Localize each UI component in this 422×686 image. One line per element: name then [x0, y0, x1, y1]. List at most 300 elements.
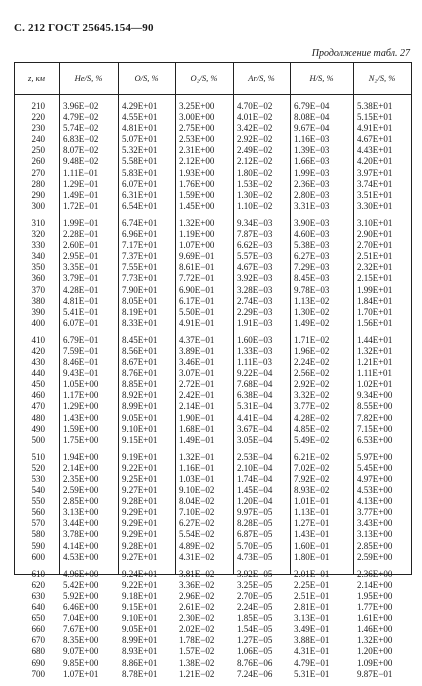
argon-cell: 5.57E−03 — [237, 251, 273, 262]
atomic-oxygen-cell: 7.90E+01 — [122, 284, 158, 295]
altitude-cell: 550 — [31, 496, 45, 507]
helium-cell: 7.67E+00 — [63, 624, 99, 635]
hydrogen-cell: 1.13E−02 — [294, 295, 330, 306]
nitrogen-cell: 2.59E+00 — [357, 551, 393, 562]
molecular-oxygen-cell: 2.61E−02 — [179, 602, 215, 613]
argon-cell: 2.74E−03 — [237, 295, 273, 306]
table-row — [14, 379, 412, 390]
molecular-oxygen-cell: 2.02E−02 — [179, 624, 215, 635]
molecular-oxygen-cell: 9.69E−01 — [179, 251, 215, 262]
molecular-oxygen-cell: 5.54E−02 — [179, 529, 215, 540]
hydrogen-cell: 1.39E−03 — [294, 145, 330, 156]
helium-cell: 2.60E−01 — [63, 240, 99, 251]
hydrogen-cell: 4.79E−01 — [294, 657, 330, 668]
molecular-oxygen-cell: 2.30E−02 — [179, 613, 215, 624]
molecular-oxygen-cell: 1.45E+00 — [179, 200, 215, 211]
nitrogen-cell: 1.84E+01 — [357, 295, 393, 306]
hydrogen-cell: 5.49E−02 — [294, 434, 330, 445]
hydrogen-cell: 3.88E−01 — [294, 635, 330, 646]
helium-cell: 1.75E+00 — [63, 434, 99, 445]
helium-cell: 3.78E+00 — [63, 529, 99, 540]
table-row — [14, 435, 412, 446]
argon-cell: 1.74E−04 — [237, 474, 273, 484]
altitude-cell: 380 — [31, 295, 45, 306]
table-row — [14, 218, 412, 229]
argon-cell: 2.49E−02 — [237, 145, 273, 156]
molecular-oxygen-cell: 1.19E+00 — [179, 229, 215, 240]
argon-cell: 6.62E−03 — [237, 240, 273, 251]
helium-cell: 1.11E−01 — [63, 167, 98, 178]
table-row — [14, 168, 412, 179]
helium-cell: 3.44E+00 — [63, 518, 99, 529]
atomic-oxygen-cell: 8.99E+01 — [122, 635, 158, 646]
table-row — [14, 463, 412, 474]
argon-cell: 7.87E−03 — [237, 229, 273, 240]
altitude-cell: 640 — [31, 602, 45, 613]
helium-cell: 6.79E−01 — [63, 334, 99, 345]
molecular-oxygen-cell: 1.78E−02 — [179, 635, 215, 646]
argon-cell: 7.24E−06 — [237, 668, 273, 679]
altitude-cell: 370 — [31, 284, 45, 295]
nitrogen-cell: 2.90E+01 — [357, 229, 393, 240]
table-row — [14, 613, 412, 624]
molecular-oxygen-cell: 1.03E−01 — [179, 474, 215, 484]
hydrogen-cell: 9.67E−04 — [294, 123, 330, 134]
nitrogen-cell: 2.32E+01 — [357, 262, 393, 273]
atomic-oxygen-cell: 6.07E+01 — [122, 178, 158, 189]
atomic-oxygen-cell: 9.27E+01 — [122, 551, 158, 562]
hydrogen-cell: 2.36E−03 — [294, 178, 330, 189]
atomic-oxygen-cell: 8.93E+01 — [122, 646, 158, 657]
hydrogen-cell: 8.08E−04 — [294, 112, 330, 123]
helium-cell: 1.94E+00 — [63, 451, 99, 462]
altitude-cell: 700 — [31, 668, 45, 679]
table-row — [14, 296, 412, 307]
argon-cell: 4.01E−02 — [237, 112, 273, 123]
helium-cell: 5.74E−02 — [63, 123, 99, 134]
molecular-oxygen-cell: 1.59E+00 — [179, 189, 215, 200]
table-row — [14, 424, 412, 435]
nitrogen-cell: 8.55E+00 — [357, 401, 393, 412]
nitrogen-cell: 1.61E+00 — [357, 613, 393, 624]
nitrogen-cell: 9.34E+00 — [357, 390, 393, 401]
altitude-cell: 660 — [31, 624, 45, 635]
molecular-oxygen-cell: 2.72E−01 — [179, 379, 215, 390]
table-row — [14, 262, 412, 273]
hydrogen-cell: 6.27E−03 — [294, 251, 330, 262]
hydrogen-cell: 4.60E−03 — [294, 229, 330, 240]
argon-cell: 1.33E−03 — [237, 345, 273, 356]
table-row — [14, 285, 412, 296]
atomic-oxygen-cell: 8.33E+01 — [122, 317, 158, 328]
helium-cell: 3.79E−01 — [63, 273, 99, 284]
helium-cell: 4.81E−01 — [63, 295, 99, 306]
atomic-oxygen-cell: 8.85E+01 — [122, 379, 158, 390]
atomic-oxygen-cell: 7.73E+01 — [122, 273, 158, 284]
helium-cell: 2.35E+00 — [63, 474, 99, 484]
molecular-oxygen-cell: 3.36E−02 — [179, 579, 215, 590]
header-altitude: z, км — [28, 73, 45, 83]
altitude-cell: 210 — [31, 101, 45, 111]
table-row — [14, 390, 412, 401]
table-row — [14, 112, 412, 123]
molecular-oxygen-cell: 3.46E−01 — [179, 357, 215, 368]
hydrogen-cell: 2.01E−01 — [294, 568, 330, 579]
altitude-cell: 300 — [31, 200, 45, 211]
table-row — [14, 273, 412, 284]
helium-cell: 3.13E+00 — [63, 507, 99, 518]
molecular-oxygen-cell: 3.81E−02 — [179, 568, 215, 579]
hydrogen-cell: 1.96E−02 — [294, 345, 330, 356]
altitude-cell: 410 — [31, 334, 45, 345]
helium-cell: 1.17E+00 — [63, 390, 99, 401]
table-row — [14, 179, 412, 190]
molecular-oxygen-cell: 4.37E−01 — [179, 334, 215, 345]
argon-cell: 1.06E−05 — [237, 646, 273, 657]
table-row — [14, 552, 412, 563]
nitrogen-cell: 1.99E+01 — [357, 284, 393, 295]
table-row — [14, 580, 412, 591]
argon-cell: 1.85E−05 — [237, 613, 273, 624]
header-hydrogen: H/S, % — [309, 73, 334, 83]
hydrogen-cell: 1.43E−01 — [294, 529, 330, 540]
helium-cell: 2.28E−01 — [63, 229, 99, 240]
table-row — [14, 357, 412, 368]
atomic-oxygen-cell: 9.25E+01 — [122, 474, 158, 484]
altitude-cell: 490 — [31, 423, 45, 434]
atomic-oxygen-cell: 8.76E+01 — [122, 368, 158, 379]
hydrogen-cell: 1.01E−01 — [294, 496, 330, 507]
molecular-oxygen-cell: 4.91E−01 — [179, 317, 215, 328]
molecular-oxygen-cell: 4.31E−02 — [179, 551, 215, 562]
argon-cell: 2.92E−02 — [237, 134, 273, 145]
table-body — [14, 101, 412, 686]
altitude-cell: 630 — [31, 590, 45, 601]
atomic-oxygen-cell: 9.22E+01 — [122, 462, 158, 473]
table-row — [14, 624, 412, 635]
molecular-oxygen-cell: 3.89E−01 — [179, 345, 215, 356]
table-row — [14, 518, 412, 529]
header-helium: He/S, % — [74, 73, 103, 83]
helium-cell: 1.29E+00 — [63, 401, 99, 412]
argon-cell: 1.80E−02 — [237, 167, 273, 178]
helium-cell: 5.42E+00 — [63, 579, 99, 590]
atomic-oxygen-cell: 6.74E+01 — [122, 217, 158, 228]
hydrogen-cell: 2.25E−01 — [294, 579, 330, 590]
nitrogen-cell: 2.36E+00 — [357, 568, 393, 579]
nitrogen-cell: 5.45E+00 — [357, 462, 393, 473]
nitrogen-cell: 4.67E+01 — [357, 134, 393, 145]
argon-cell: 3.92E−05 — [237, 568, 273, 579]
atomic-oxygen-cell: 8.92E+01 — [122, 390, 158, 401]
atomic-oxygen-cell: 9.27E+01 — [122, 485, 158, 496]
molecular-oxygen-cell: 2.53E+00 — [179, 134, 215, 145]
atomic-oxygen-cell: 7.17E+01 — [122, 240, 158, 251]
header-argon: Ar/S, % — [248, 73, 275, 83]
nitrogen-cell: 1.02E+01 — [357, 379, 393, 390]
altitude-cell: 400 — [31, 317, 45, 328]
table-header-row — [14, 62, 412, 94]
header-molecular-oxygen: O₂/S, % — [190, 73, 218, 83]
argon-cell: 1.20E−04 — [237, 496, 273, 507]
nitrogen-cell: 4.91E+01 — [357, 123, 393, 134]
altitude-cell: 430 — [31, 357, 45, 368]
atomic-oxygen-cell: 9.29E+01 — [122, 529, 158, 540]
atomic-oxygen-cell: 9.28E+01 — [122, 496, 158, 507]
altitude-cell: 520 — [31, 462, 45, 473]
argon-cell: 3.25E−05 — [237, 579, 273, 590]
argon-cell: 4.70E−02 — [237, 101, 273, 111]
atomic-oxygen-cell: 6.31E+01 — [122, 189, 158, 200]
hydrogen-cell: 1.80E−01 — [294, 551, 330, 562]
table-row — [14, 123, 412, 134]
table-row — [14, 591, 412, 602]
argon-cell: 2.12E−02 — [237, 156, 273, 167]
molecular-oxygen-cell: 7.72E−01 — [179, 273, 215, 284]
hydrogen-cell: 4.85E−02 — [294, 423, 330, 434]
helium-cell: 1.29E−01 — [63, 178, 99, 189]
nitrogen-cell: 1.70E+01 — [357, 306, 393, 317]
hydrogen-cell: 3.31E−03 — [294, 200, 330, 211]
hydrogen-cell: 2.81E−01 — [294, 602, 330, 613]
argon-cell: 3.92E−03 — [237, 273, 273, 284]
hydrogen-cell: 1.13E−01 — [294, 507, 330, 518]
argon-cell: 4.41E−04 — [237, 412, 273, 423]
altitude-cell: 460 — [31, 390, 45, 401]
table-row — [14, 201, 412, 212]
helium-cell: 1.07E+01 — [63, 668, 99, 679]
altitude-cell: 470 — [31, 401, 45, 412]
argon-cell: 1.11E−03 — [237, 357, 272, 368]
helium-cell: 9.07E+00 — [63, 646, 99, 657]
argon-cell: 3.28E−03 — [237, 284, 273, 295]
altitude-cell: 250 — [31, 145, 45, 156]
molecular-oxygen-cell: 2.14E−01 — [179, 401, 215, 412]
row-group — [14, 101, 412, 212]
hydrogen-cell: 4.28E−02 — [294, 412, 330, 423]
hydrogen-cell: 3.13E−01 — [294, 613, 330, 624]
molecular-oxygen-cell: 2.42E−01 — [179, 390, 215, 401]
hydrogen-cell: 1.30E−02 — [294, 306, 330, 317]
table-row — [14, 658, 412, 669]
row-group — [14, 335, 412, 446]
argon-cell: 1.54E−05 — [237, 624, 273, 635]
nitrogen-cell: 3.51E+01 — [357, 189, 393, 200]
altitude-cell: 280 — [31, 178, 45, 189]
altitude-cell: 580 — [31, 529, 45, 540]
helium-cell: 1.49E−01 — [63, 189, 99, 200]
helium-cell: 9.85E+00 — [63, 657, 99, 668]
nitrogen-cell: 3.43E+00 — [357, 518, 393, 529]
nitrogen-cell: 2.15E+01 — [357, 273, 393, 284]
molecular-oxygen-cell: 1.16E−01 — [179, 462, 215, 473]
altitude-cell: 220 — [31, 112, 45, 123]
nitrogen-cell: 2.85E+00 — [357, 540, 393, 551]
altitude-cell: 350 — [31, 262, 45, 273]
hydrogen-cell: 2.24E−02 — [294, 357, 330, 368]
helium-cell: 4.28E−01 — [63, 284, 99, 295]
row-group — [14, 452, 412, 563]
helium-cell: 4.96E+00 — [63, 568, 99, 579]
nitrogen-cell: 4.97E+00 — [357, 474, 393, 484]
altitude-cell: 260 — [31, 156, 45, 167]
atomic-oxygen-cell: 8.78E+01 — [122, 668, 158, 679]
argon-cell: 7.68E−04 — [237, 379, 273, 390]
hydrogen-cell: 2.92E−02 — [294, 379, 330, 390]
helium-cell: 5.41E−01 — [63, 306, 99, 317]
nitrogen-cell: 3.77E+00 — [357, 507, 393, 518]
atomic-oxygen-cell: 9.05E+01 — [122, 624, 158, 635]
table-caption: Продолжение табл. 27 — [311, 48, 410, 59]
atomic-oxygen-cell: 4.55E+01 — [122, 112, 158, 123]
molecular-oxygen-cell: 6.90E−01 — [179, 284, 215, 295]
atomic-oxygen-cell: 8.05E+01 — [122, 295, 158, 306]
nitrogen-cell: 1.09E+00 — [357, 657, 393, 668]
molecular-oxygen-cell: 2.12E+00 — [179, 156, 215, 167]
atomic-oxygen-cell: 8.19E+01 — [122, 306, 158, 317]
altitude-cell: 310 — [31, 217, 45, 228]
molecular-oxygen-cell: 2.31E+00 — [179, 145, 215, 156]
hydrogen-cell: 6.79E−04 — [294, 101, 330, 111]
nitrogen-cell: 4.13E+00 — [357, 496, 393, 507]
header-atomic-oxygen: O/S, % — [134, 73, 159, 83]
helium-cell: 8.07E−02 — [63, 145, 99, 156]
argon-cell: 5.70E−05 — [237, 540, 273, 551]
nitrogen-cell: 2.14E+00 — [357, 579, 393, 590]
hydrogen-cell: 5.38E−03 — [294, 240, 330, 251]
atomic-oxygen-cell: 5.07E+01 — [122, 134, 158, 145]
atomic-oxygen-cell: 6.96E+01 — [122, 229, 158, 240]
table-row — [14, 190, 412, 201]
molecular-oxygen-cell: 3.07E−01 — [179, 368, 215, 379]
nitrogen-cell: 9.87E−01 — [357, 668, 393, 679]
altitude-cell: 600 — [31, 551, 45, 562]
table-row — [14, 134, 412, 145]
table-row — [14, 145, 412, 156]
nitrogen-cell: 1.32E+00 — [357, 635, 393, 646]
hydrogen-cell: 1.27E−01 — [294, 518, 330, 529]
altitude-cell: 270 — [31, 167, 45, 178]
molecular-oxygen-cell: 1.57E−02 — [179, 646, 215, 657]
atomic-oxygen-cell: 9.10E+01 — [122, 613, 158, 624]
nitrogen-cell: 4.20E+01 — [357, 156, 393, 167]
atomic-oxygen-cell: 9.28E+01 — [122, 540, 158, 551]
helium-cell: 2.59E+00 — [63, 485, 99, 496]
argon-cell: 8.76E−06 — [237, 657, 273, 668]
nitrogen-cell: 5.15E+01 — [357, 112, 393, 123]
altitude-cell: 560 — [31, 507, 45, 518]
altitude-cell: 290 — [31, 189, 45, 200]
hydrogen-cell: 7.92E−02 — [294, 474, 330, 484]
molecular-oxygen-cell: 2.75E+00 — [179, 123, 215, 134]
argon-cell: 6.38E−04 — [237, 390, 273, 401]
table-row — [14, 669, 412, 680]
molecular-oxygen-cell: 9.10E−02 — [179, 485, 215, 496]
table-row — [14, 646, 412, 657]
altitude-cell: 440 — [31, 368, 45, 379]
helium-cell: 7.04E+00 — [63, 613, 99, 624]
helium-cell: 7.59E−01 — [63, 345, 99, 356]
nitrogen-cell: 7.15E+00 — [357, 423, 393, 434]
helium-cell: 3.35E−01 — [63, 262, 99, 273]
hydrogen-cell: 1.49E−02 — [294, 317, 330, 328]
atomic-oxygen-cell: 5.58E+01 — [122, 156, 158, 167]
molecular-oxygen-cell: 4.89E−02 — [179, 540, 215, 551]
atomic-oxygen-cell: 9.22E+01 — [122, 579, 158, 590]
helium-cell: 1.05E+00 — [63, 379, 99, 390]
hydrogen-cell: 2.80E−03 — [294, 189, 330, 200]
atomic-oxygen-cell: 7.37E+01 — [122, 251, 158, 262]
helium-cell: 9.48E−02 — [63, 156, 99, 167]
hydrogen-cell: 7.29E−03 — [294, 262, 330, 273]
altitude-cell: 340 — [31, 251, 45, 262]
nitrogen-cell: 1.11E+01 — [357, 368, 392, 379]
table-row — [14, 240, 412, 251]
table-row — [14, 229, 412, 240]
argon-cell: 1.91E−03 — [237, 317, 273, 328]
atomic-oxygen-cell: 5.83E+01 — [122, 167, 158, 178]
altitude-cell: 390 — [31, 306, 45, 317]
molecular-oxygen-cell: 1.68E−01 — [179, 423, 215, 434]
molecular-oxygen-cell: 1.90E−01 — [179, 412, 215, 423]
table-row — [14, 496, 412, 507]
atomic-oxygen-cell: 4.29E+01 — [122, 101, 158, 111]
argon-cell: 1.10E−02 — [237, 200, 273, 211]
helium-cell: 6.46E+00 — [63, 602, 99, 613]
nitrogen-cell: 4.43E+01 — [357, 145, 393, 156]
argon-cell: 4.73E−05 — [237, 551, 273, 562]
altitude-cell: 530 — [31, 474, 45, 484]
nitrogen-cell: 3.10E+01 — [357, 217, 393, 228]
altitude-cell: 480 — [31, 412, 45, 423]
nitrogen-cell: 1.77E+00 — [357, 602, 393, 613]
molecular-oxygen-cell: 3.00E+00 — [179, 112, 215, 123]
altitude-cell: 330 — [31, 240, 45, 251]
atomic-oxygen-cell: 4.81E+01 — [122, 123, 158, 134]
hydrogen-cell: 9.78E−03 — [294, 284, 330, 295]
atomic-oxygen-cell: 9.29E+01 — [122, 518, 158, 529]
hydrogen-cell: 5.31E−01 — [294, 668, 330, 679]
hydrogen-cell: 7.02E−02 — [294, 462, 330, 473]
molecular-oxygen-cell: 1.07E+00 — [179, 240, 215, 251]
atomic-oxygen-cell: 9.15E+01 — [122, 434, 158, 445]
molecular-oxygen-cell: 1.21E−02 — [179, 668, 215, 679]
argon-cell: 2.29E−03 — [237, 306, 273, 317]
table-row — [14, 529, 412, 540]
altitude-cell: 500 — [31, 434, 45, 445]
table-row — [14, 101, 412, 112]
altitude-cell: 450 — [31, 379, 45, 390]
altitude-cell: 570 — [31, 518, 45, 529]
helium-cell: 4.14E+00 — [63, 540, 99, 551]
nitrogen-cell: 1.56E+01 — [357, 317, 393, 328]
argon-cell: 1.27E−05 — [237, 635, 273, 646]
helium-cell: 4.79E−02 — [63, 112, 99, 123]
argon-cell: 1.30E−02 — [237, 189, 273, 200]
molecular-oxygen-cell: 3.25E+00 — [179, 101, 215, 111]
molecular-oxygen-cell: 2.96E−02 — [179, 590, 215, 601]
helium-cell: 2.14E+00 — [63, 462, 99, 473]
helium-cell: 2.95E−01 — [63, 251, 99, 262]
nitrogen-cell: 7.82E+00 — [357, 412, 393, 423]
argon-cell: 2.24E−05 — [237, 602, 273, 613]
table-row — [14, 368, 412, 379]
nitrogen-cell: 3.30E+01 — [357, 200, 393, 211]
hydrogen-cell: 6.21E−02 — [294, 451, 330, 462]
altitude-cell: 230 — [31, 123, 45, 134]
table-row — [14, 401, 412, 412]
argon-cell: 1.45E−04 — [237, 485, 273, 496]
